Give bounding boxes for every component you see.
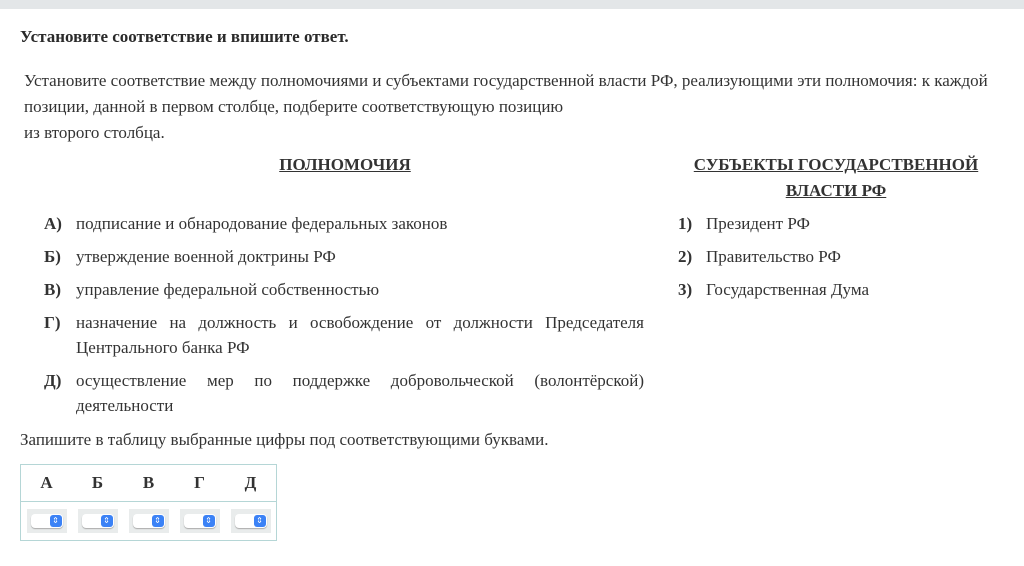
item-text: подписание и обнародование федеральных законов — [76, 214, 448, 233]
answer-select-v[interactable] — [129, 509, 169, 533]
item-key: Д) — [44, 371, 62, 390]
column-header: В — [123, 465, 174, 502]
item-text: управление федеральной собственностью — [76, 280, 380, 299]
item-text: Правительство РФ — [706, 247, 841, 266]
item-key: А) — [44, 214, 62, 233]
item-key: В) — [44, 280, 61, 299]
item-key: Г) — [44, 313, 61, 332]
left-item — [44, 277, 644, 302]
item-text: Государственная Дума — [706, 280, 870, 299]
answer-table — [20, 464, 277, 541]
select-arrows-icon: ⇕ — [101, 515, 113, 527]
column-header: А — [21, 465, 73, 502]
select-arrows-icon: ⇕ — [203, 515, 215, 527]
top-bar — [0, 0, 1024, 9]
left-item — [44, 244, 644, 269]
item-text: утверждение военной доктрины РФ — [76, 247, 336, 266]
item-key: 2) — [678, 247, 693, 266]
answer-select-a[interactable] — [27, 509, 67, 533]
left-item — [44, 211, 644, 236]
item-key: Б) — [44, 247, 61, 266]
item-text: назначение на должность и освобождение от должности Председателя Центрального банка РФ — [76, 313, 644, 357]
select-arrows-icon: ⇕ — [50, 515, 62, 527]
right-item — [678, 211, 998, 236]
item-text: Президент РФ — [706, 214, 810, 233]
right-item — [678, 277, 998, 302]
item-key: 3) — [678, 280, 693, 299]
item-text: осуществление мер по поддержке добровольческой (волонтёрской) деятельности — [76, 371, 644, 415]
left-column-header: ПОЛНОМОЧИЯ — [279, 155, 411, 174]
column-header: Д — [225, 465, 277, 502]
instruction-note: Запишите в таблицу выбранные цифры под соответствующими буквами. — [20, 430, 549, 449]
task-title: Установите соответствие и впишите ответ. — [20, 27, 349, 46]
answer-select-g[interactable] — [180, 509, 220, 533]
right-column-header: СУБЪЕКТЫ ГОСУДАРСТВЕННОЙ ВЛАСТИ РФ — [693, 155, 979, 200]
select-arrows-icon: ⇕ — [152, 515, 164, 527]
right-item — [678, 244, 998, 269]
task-intro — [24, 68, 1004, 146]
left-item — [44, 368, 644, 418]
left-item — [44, 310, 644, 360]
item-key: 1) — [678, 214, 693, 233]
answer-select-d[interactable] — [231, 509, 271, 533]
answer-select-b[interactable] — [78, 509, 118, 533]
column-header: Г — [174, 465, 225, 502]
select-arrows-icon: ⇕ — [254, 515, 266, 527]
column-header: Б — [72, 465, 123, 502]
intro-text-2: из второго столбца. — [24, 123, 165, 142]
intro-text: Установите соответствие между полномочиями и субъектами государственной власти РФ, реализующими эти полномочия: к каждой позиции, данной в первом столбце, подберите соответствующую позицию — [24, 71, 988, 116]
